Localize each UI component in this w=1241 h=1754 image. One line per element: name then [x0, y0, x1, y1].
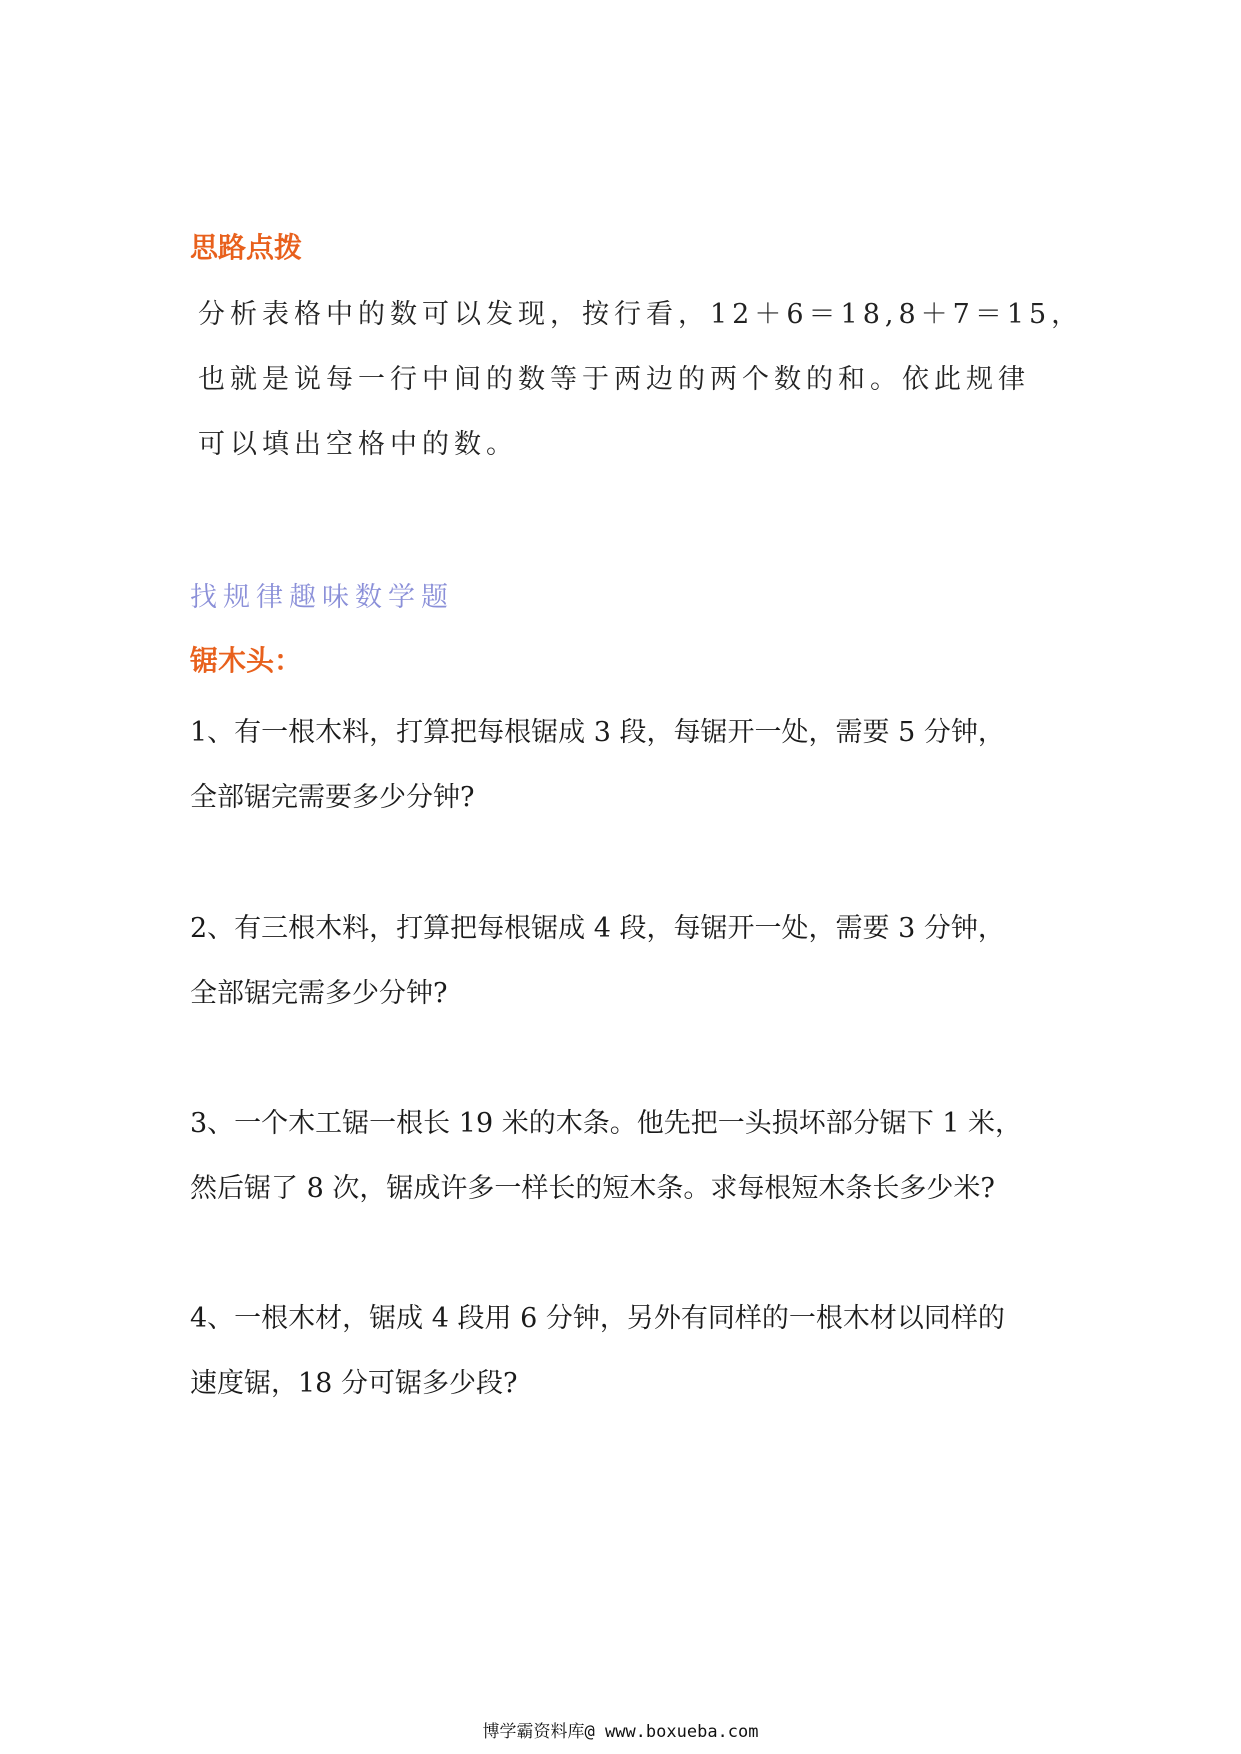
question-line: 4、一根木材，锯成 4 段用 6 分钟，另外有同样的一根木材以同样的	[190, 1303, 1005, 1334]
topic-heading: 锯木头：	[190, 644, 303, 677]
question-4	[190, 1286, 1070, 1416]
section-subtitle: 找规律趣味数学题	[190, 582, 454, 613]
question-line: 全部锯完需要多少分钟?	[190, 782, 475, 813]
question-3	[190, 1091, 1070, 1221]
question-1	[190, 700, 1070, 830]
hint-heading: 思路点拨	[190, 231, 303, 264]
hint-line: 可以填出空格中的数。	[198, 429, 518, 460]
question-line: 2、有三根木料，打算把每根锯成 4 段，每锯开一处，需要 3 分钟，	[190, 913, 1005, 944]
question-line: 速度锯，18 分可锯多少段?	[190, 1368, 518, 1399]
question-line: 全部锯完需多少分钟?	[190, 978, 448, 1009]
hint-line: 分析表格中的数可以发现，按行看，12＋6＝18,8＋7＝15，	[198, 299, 1084, 330]
question-line: 3、一个木工锯一根长 19 米的木条。他先把一头损坏部分锯下 1 米，	[190, 1108, 1023, 1139]
footer-watermark: 博学霸资料库@ www.boxueba.com	[482, 1722, 759, 1742]
question-line: 1、有一根木料，打算把每根锯成 3 段，每锯开一处，需要 5 分钟，	[190, 717, 1005, 748]
hint-line: 也就是说每一行中间的数等于两边的两个数的和。依此规律	[198, 364, 1030, 395]
hint-paragraph	[198, 282, 1084, 477]
question-line: 然后锯了 8 次，锯成许多一样长的短木条。求每根短木条长多少米?	[190, 1173, 995, 1204]
question-2	[190, 896, 1070, 1026]
